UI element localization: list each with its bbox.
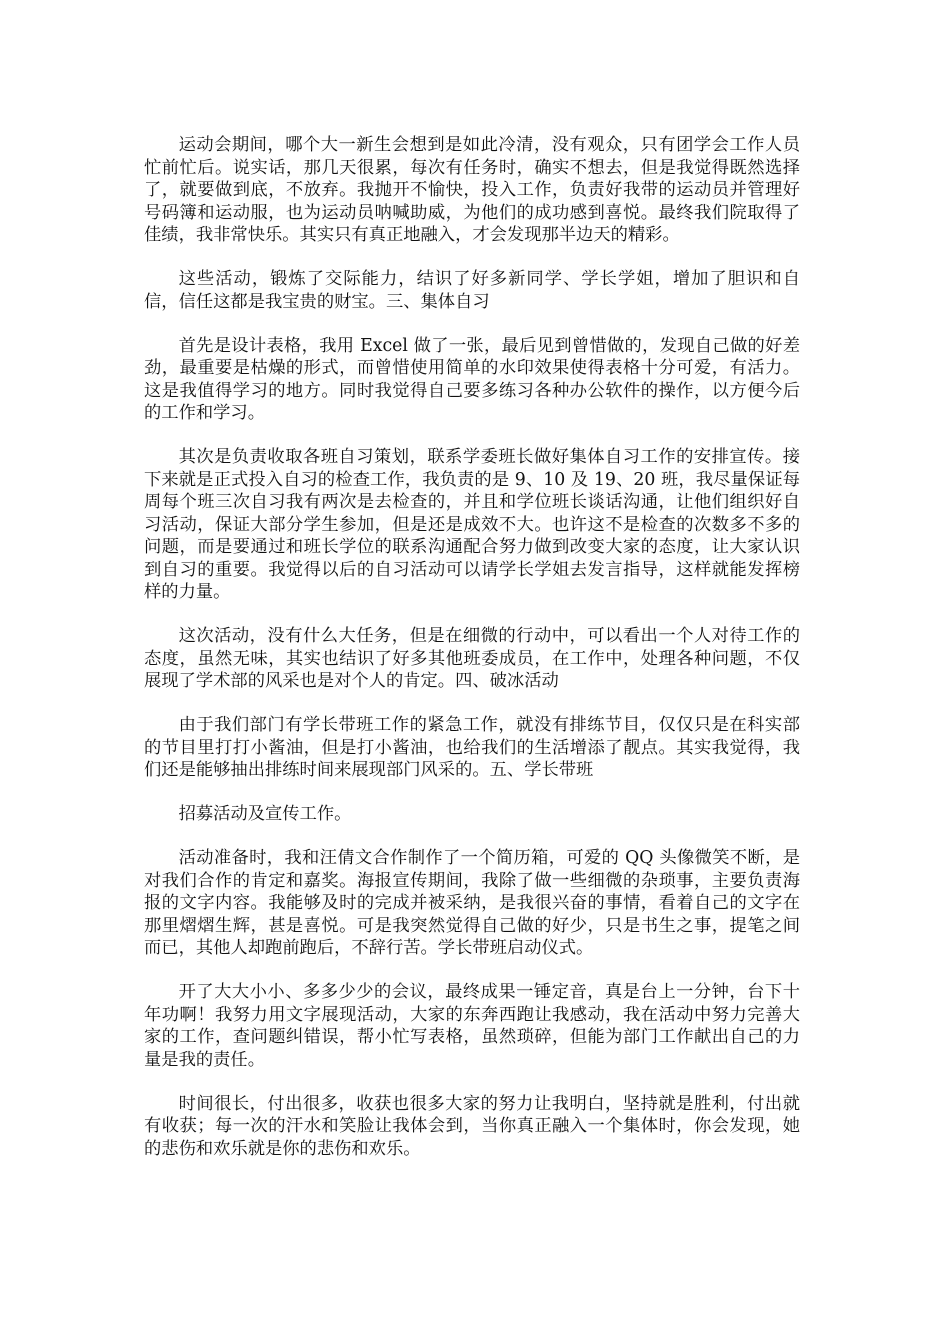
paragraph-activity-reflection: 这次活动，没有什么大任务，但是在细微的行动中，可以看出一个人对待工作的态度，虽然无味，其实也结识了好多其他班委成员，在工作中，处理各种问题，不仅展现了学术部的风采也是对个人的肯定。四、破冰活动 (144, 626, 800, 691)
paragraph-sports-meet: 运动会期间，哪个大一新生会想到是如此冷清，没有观众，只有团学会工作人员忙前忙后。说实话，那几天很累，每次有任务时，确实不想去，但是我觉得既然选择了，就要做到底，不放弃。我抛开不愉快，投入工作，负责好我带的运动员并管理好号码簿和运动服，也为运动员呐喊助威，为他们的成功感到喜悦。最终我们院取得了佳绩，我非常快乐。其实只有真正地融入，才会发现那半边天的精彩。 (144, 135, 800, 245)
paragraph-conclusion: 时间很长，付出很多，收获也很多大家的努力让我明白，坚持就是胜利，付出就有收获；每一次的汗水和笑脸让我体会到，当你真正融入一个集体时，你会发现，她的悲伤和欢乐就是你的悲伤和欢乐。 (144, 1093, 800, 1159)
paragraph-icebreaker: 由于我们部门有学长带班工作的紧急工作，就没有排练节目，仅仅只是在科实部的节目里打打小酱油，但是打小酱油，也给我们的生活增添了靓点。其实我觉得，我们还是能够抽出排练时间来展现部门风采的。五、学长带班 (144, 715, 800, 780)
document-body (144, 134, 800, 1182)
paragraph-meetings: 开了大大小小、多多少少的会议，最终成果一锤定音，真是台上一分钟，台下十年功啊！我努力用文字展现活动，大家的东奔西跑让我感动，我在活动中努力完善大家的工作，查问题纠错误，帮小忙写表格，虽然琐碎，但能为部门工作献出自己的力量是我的责任。 (144, 982, 800, 1070)
paragraph-table-design: 首先是设计表格，我用 Excel 做了一张，最后见到曾惜做的，发现自己做的好差劲，最重要是枯燥的形式，而曾惜使用简单的水印效果使得表格十分可爱，有活力。这是我值得学习的地方。同时我觉得自己要多练习各种办公软件的操作，以方便今后的工作和学习。 (144, 335, 800, 423)
paragraph-preparation: 活动准备时，我和汪倩文合作制作了一个简历箱，可爱的 QQ 头像微笑不断，是对我们合作的肯定和嘉奖。海报宣传期间，我除了做一些细微的杂琐事，主要负责海报的文字内容。我能够及时的完成并被采纳，是我很兴奋的事情，看着自己的文字在那里熠熠生辉，甚是喜悦。可是我突然觉得自己做的好少，只是书生之事，提笔之间而已，其他人却跑前跑后，不辞行苦。学长带班启动仪式。 (144, 848, 800, 958)
paragraph-activities-summary: 这些活动，锻炼了交际能力，结识了好多新同学、学长学姐，增加了胆识和自信，信任这都是我宝贵的财宝。三、集体自习 (144, 269, 800, 312)
paragraph-self-study-check: 其次是负责收取各班自习策划，联系学委班长做好集体自习工作的安排宣传。接下来就是正式投入自习的检查工作，我负责的是 9、10 及 19、20 班，我尽量保证每周每个班三次自习我有两次是去检查的，并且和学位班长谈话沟通，让他们组织好自习活动，保证大部分学生参加，但是还是成效不大。也许这不是检查的次数多不多的问题，而是要通过和班长学位的联系沟通配合努力做到改变大家的态度，让大家认识到自习的重要。我觉得以后的自习活动可以请学长学姐去发言指导，这样就能发挥榜样的力量。 (144, 447, 800, 602)
paragraph-recruitment-heading: 招募活动及宣传工作。 (178, 804, 352, 824)
